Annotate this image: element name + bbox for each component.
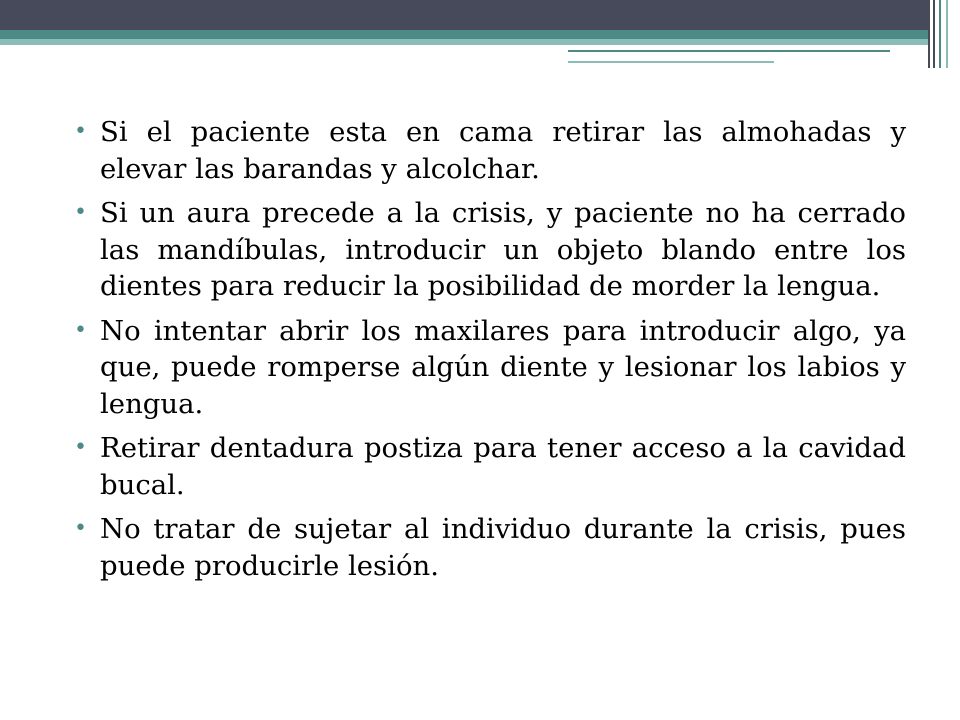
bullet-icon: •	[74, 516, 87, 541]
bullet-icon: •	[74, 317, 87, 343]
bullet-list	[74, 114, 906, 584]
header-accent-line	[568, 50, 890, 52]
bullet-icon: •	[74, 435, 87, 460]
bullet-icon: •	[74, 200, 87, 225]
bullet-item	[74, 511, 906, 584]
slide-body	[74, 114, 906, 592]
bullet-item	[74, 313, 906, 423]
bullet-item	[74, 195, 906, 305]
bullet-text: Si un aura precede a la crisis, y paciente no ha cerrado las mandíbulas, introducir un objeto blando entre los dientes para reducir la posibilidad de morder la lengua.	[100, 197, 906, 302]
bullet-icon: •	[74, 119, 87, 144]
bullet-text: Retirar dentadura postiza para tener acceso a la cavidad bucal.	[100, 432, 906, 501]
header-edge-stripes	[928, 0, 960, 68]
bullet-text: Si el paciente esta en cama retirar las almohadas y elevar las barandas y alcolchar.	[100, 116, 906, 185]
bullet-item	[74, 114, 906, 187]
header-band-dark	[0, 0, 960, 30]
header-band-teal-light	[0, 39, 928, 45]
header-accent-line	[568, 61, 774, 63]
bullet-text: No tratar de sujetar al individuo durante la crisis, pues puede producirle lesión.	[100, 513, 906, 582]
header-band-teal	[0, 30, 928, 39]
bullet-item	[74, 430, 906, 503]
bullet-text: No intentar abrir los maxilares para introducir algo, ya que, puede romperse algún diente y lesionar los labios y lengua.	[100, 314, 906, 420]
